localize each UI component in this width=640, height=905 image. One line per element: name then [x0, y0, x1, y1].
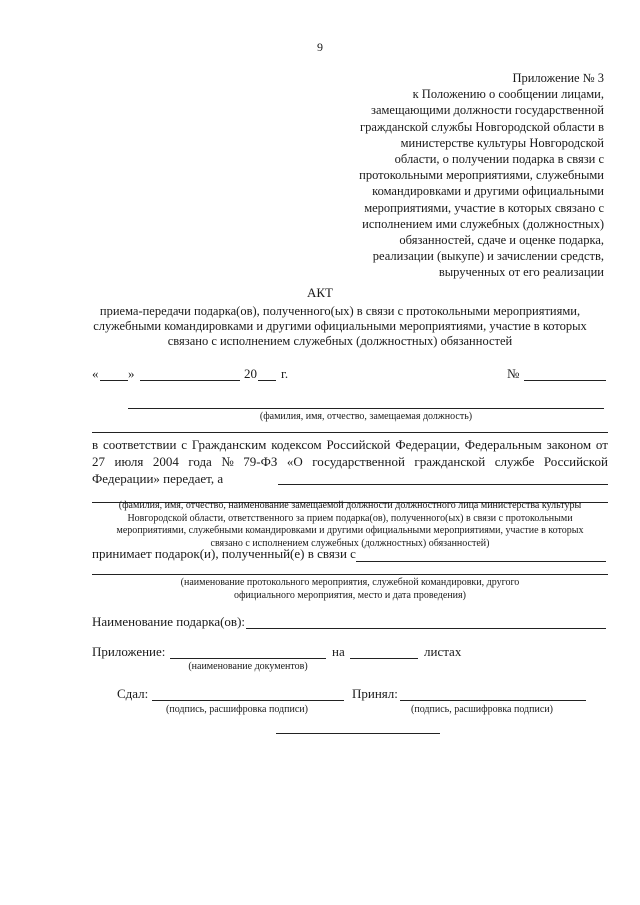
on-label: на	[332, 644, 345, 659]
giver-field[interactable]	[278, 484, 608, 485]
act-subtitle-line: связано с исполнением служебных (должностных) обязанностей	[167, 334, 513, 348]
act-number-field[interactable]	[524, 380, 606, 381]
caption-text: (наименование документов)	[188, 661, 308, 672]
law-word: Федеральным	[464, 437, 542, 452]
caption-line: (наименование протокольного мероприятия, служебной командировки, другого	[180, 577, 520, 588]
caption-line: Новгородской области, ответственного за прием подарка(ов), полученного(ых) в связи с протокольными	[127, 512, 573, 524]
accepts-label: принимает подарок(и), полученный(е) в связи с	[92, 546, 356, 561]
day-field[interactable]	[100, 380, 128, 381]
law-word: в	[92, 437, 99, 452]
law-line-3: Федерации» передает, а	[92, 471, 224, 486]
caption-line: (фамилия, имя, отчество, наименование замещаемой должности должностного лица министерства культуры	[118, 500, 582, 511]
law-word: 2004	[152, 454, 179, 469]
signature-left-caption	[130, 703, 344, 716]
event-field[interactable]	[356, 561, 606, 562]
gift-name-label: Наименование подарка(ов):	[92, 614, 246, 629]
law-line-2	[92, 453, 608, 470]
caption-line: официального мероприятия, место и дата проведения)	[234, 590, 466, 601]
caption-text: (фамилия, имя, отчество, замещаемая должность)	[259, 411, 473, 422]
act-subtitle	[60, 304, 620, 349]
law-word: Гражданским	[191, 437, 267, 452]
date-close-quote: »	[128, 366, 135, 381]
event-caption	[92, 576, 608, 602]
appendix-block	[314, 70, 604, 281]
fio-position-field-2[interactable]	[92, 432, 608, 433]
signature-right-caption	[378, 703, 586, 716]
appendix-line: Приложение № 3	[512, 71, 604, 85]
handed-label: Сдал:	[117, 686, 149, 701]
page-number: 9	[317, 40, 323, 54]
documents-caption	[170, 660, 326, 673]
sheets-label: листах	[424, 644, 462, 659]
closing-rule	[276, 733, 440, 734]
law-word: 79-ФЗ	[243, 454, 278, 469]
received-signature-field[interactable]	[400, 700, 586, 701]
law-word: 27	[92, 454, 105, 469]
appendix-line: протокольными мероприятиями, служебными	[359, 168, 604, 183]
event-field-2[interactable]	[92, 574, 608, 575]
appendix-line: к Положению о сообщении лицами,	[412, 87, 604, 102]
fio-position-field[interactable]	[128, 408, 604, 409]
appendix-line: министерстве культуры Новгородской	[400, 135, 604, 150]
year-prefix: 20	[244, 366, 257, 381]
law-word: «О	[286, 454, 303, 469]
law-word: с	[181, 437, 188, 452]
act-subtitle-line: служебными командировками и другими официальными мероприятиями, участие в которых	[93, 319, 587, 333]
appendix-line: реализации (выкупе) и зачислении средств,	[372, 249, 604, 264]
caption-text: (подпись, расшифровка подписи)	[411, 704, 553, 715]
appendix-line: замещающими должности государственной	[371, 103, 604, 118]
law-word: года	[188, 454, 212, 469]
law-word: Российской	[543, 454, 608, 469]
law-line-1	[92, 436, 608, 453]
gift-name-field[interactable]	[246, 628, 606, 629]
law-word: Российской	[326, 437, 391, 452]
law-paragraph	[92, 436, 608, 487]
act-number-label: №	[507, 366, 520, 381]
law-word: Федерации,	[395, 437, 460, 452]
law-word: государственной	[312, 454, 405, 469]
law-word: гражданской	[414, 454, 486, 469]
law-word: службе	[494, 454, 535, 469]
law-word: №	[221, 454, 234, 469]
law-word: кодексом	[271, 437, 322, 452]
sheets-count-field[interactable]	[350, 658, 418, 659]
caption-text: (подпись, расшифровка подписи)	[166, 704, 308, 715]
fio-position-caption	[128, 410, 604, 423]
act-subtitle-line: приема-передачи подарка(ов), полученного(ых) в связи с протокольными мероприятиями,	[99, 304, 581, 318]
documents-field[interactable]	[170, 658, 326, 659]
appendix-line: обязанностей, сдаче и оценке подарка,	[399, 233, 604, 248]
responsible-caption	[92, 500, 608, 550]
law-word: июля	[114, 454, 144, 469]
attachment-label: Приложение:	[92, 644, 166, 659]
appendix-line: области, о получении подарка в связи с	[394, 152, 604, 167]
appendix-line: вырученных от его реализации	[438, 265, 604, 280]
month-field[interactable]	[140, 380, 240, 381]
year-field[interactable]	[258, 380, 276, 381]
caption-line: связано с исполнением служебных (должностных) обязанностей)	[210, 537, 490, 549]
law-word: законом	[546, 437, 592, 452]
law-word: соответствии	[102, 437, 177, 452]
handed-signature-field[interactable]	[152, 700, 344, 701]
law-word: от	[595, 437, 608, 452]
appendix-line: исполнением ими служебных (должностных)	[362, 216, 604, 231]
year-suffix: г.	[281, 366, 289, 381]
appendix-line: командировками и другими официальными	[372, 184, 604, 199]
appendix-line: гражданской службы Новгородской области в	[359, 119, 604, 134]
act-title: АКТ	[307, 285, 333, 300]
received-label: Принял:	[352, 686, 398, 701]
appendix-line: мероприятиями, участие в которых связано с	[364, 200, 604, 215]
caption-line: мероприятиями, служебными командировками и другими официальными мероприятиями, участие в которых	[116, 525, 584, 536]
date-open-quote: «	[92, 366, 99, 381]
